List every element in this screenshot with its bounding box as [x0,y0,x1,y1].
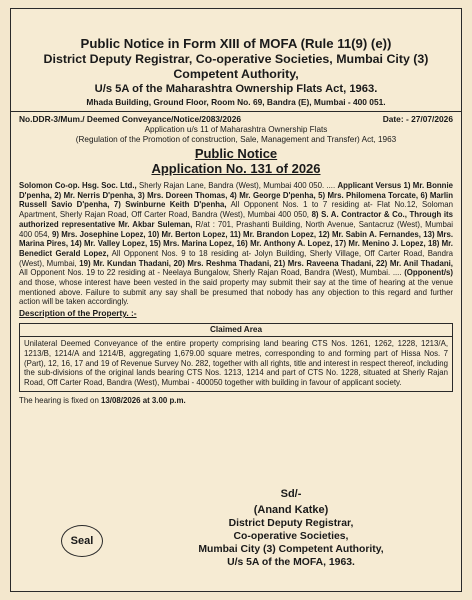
signatory-designation-1: District Deputy Registrar, [228,518,354,529]
signatory [191,487,391,569]
authority-act: U/s 5A of the Maharashtra Ownership Flats Act, 1963. [94,83,378,95]
claimed-area-title: Claimed Area [20,324,452,337]
authority-title: Competent Authority, [173,67,299,81]
applicant-name: Solomon Co-op. Hsg. Soc. Ltd., [19,181,137,190]
notice-closing: and those, whose interest have been vested in the said property may submit their say at the time of hearing at the venue mentioned above. Failure to submit any say shall be presumed that nobody has any objection to this regard and further action will be taken accordingly. [19,278,453,307]
signatory-designation-3: Mumbai City (3) Competent Authority, [198,544,384,555]
notice-body [11,177,461,307]
opponents-group-1: Applicant Versus 1) Mr. Bonnie D'penha, 2) Mr. Nerris D'penha, 3) Mrs. Doreen Thomas, 4) Mr. George D'penha, 5) Mrs. Philomena Torcate, 6) Marlin Russell Savio D'penha, 7) Swinburne Keith D'penha, [19,181,453,210]
applicant-address: Sherly Rajan Lane, Bandra (West), Mumbai 400 050. .... [136,181,338,190]
opponents-group-4: 19) Mr. Kundan Thadani, 20) Mrs. Reshma Thadani, 21) Mrs. Raveena Thadani, 22) Mr. Anil Thadani, [79,258,453,268]
hearing-datetime: 13/08/2026 at 3.00 p.m. [101,395,186,405]
signatory-designation-4: U/s 5A of the MOFA, 1963. [227,557,355,568]
claimed-area-box [19,323,453,392]
opponents-address-4: All Opponent Nos. 19 to 22 residing at - Neelaya Bungalow, Sherly Rajan Road, Bandra (West), Mumbai. .... [19,268,405,278]
authority-name: District Deputy Registrar, Co-operative Societies, Mumbai City (3) [43,52,429,66]
notice-date: Date: - 27/07/2026 [382,114,453,124]
application-act-line: Application u/s 11 of Maharashtra Ownership Flats [144,125,328,134]
seal-stamp [61,525,103,557]
public-notice-page [10,8,462,592]
opponents-group-3: 9) Mrs. Josephine Lopez, 10) Mr. Berton Lopez, 11) Mr. Brandon Lopez, 12) Mr. Sabin A. Fernandes, 13) Mrs. Marina Pires, 14) Mr. Valley Lopez, 15) Mrs. Marina Lopez, 16) Mr. Anthony A. Lopez, 17) Mr. Menino J. Lopez, 18) Mr. Benedict Gerald Lopez, [19,229,453,258]
opponents-address-2: R/at : 701, Prashanti Building, North Avenue, Santacruz (West), Mumbai 400 054, [19,219,453,239]
seal-label: Seal [70,535,94,547]
application-number-title: Application No. 131 of 2026 [151,161,321,176]
hearing-prefix: The hearing is fixed on [19,395,102,405]
hearing-line [11,392,461,406]
opponents-address-1: All Opponent Nos. 1 to 7 residing at- Flat No.12, Soloman Apartment, Sherly Rajan Road, Off Carter Road, Bandra (West), Mumbai 400 050, [19,200,454,220]
property-description-heading: Description of the Property. :- [19,308,137,319]
opponents-label: (Opponent/s) [404,268,453,278]
reference-row [11,112,461,125]
opponents-address-3: All Opponent Nos. 9 to 18 residing at- Jolyn Building, Sherly Village, Off Carter Road, Bandra (West), Mumbai, [19,248,453,268]
signatory-designation-2: Co-operative Societies, [233,531,349,542]
authority-address: Mhada Building, Ground Floor, Room No. 69, Bandra (E), Mumbai - 400 051. [86,97,386,107]
reference-number: No.DDR-3/Mum./ Deemed Conveyance/Notice/2083/2026 [19,114,242,124]
application-act-subline: (Regulation of the Promotion of construction, Sale, Management and Transfer) Act, 1963 [75,135,397,144]
notice-heading: Public Notice in Form XIII of MOFA (Rule 11(9) (e)) [80,36,392,51]
signatory-name: (Anand Katke) [253,504,329,516]
opponents-group-2: 8) S. A. Contractor & Co., Through its authorized representative Mr. Akbar Suleman, [19,210,454,229]
public-notice-title: Public Notice [194,146,278,161]
signed-mark: Sd/- [280,488,302,500]
claimed-area-text: Unilateral Deemed Conveyance of the entire property comprising land bearing CTS Nos. 1261, 1262, 1228, 1213/A, 1213/B, 1214/A and 1214/B, aggregating 1,679.00 square metres, corresponding to and forming part of Hissa Nos. 7 (Part), 12, 16, 17 and 19 of Revenue Survey No. 282, together with all rights, title and interest in respect thereof, including the sub-divisions of the original lands bearing CTS Nos. 1213, 1214 and part of CTS No. 1228, situated at Sherly Rajan Road, Off Carter Road, Bandra (West), Mumbai - 400050 together with building in favour of applicant society. [24,339,448,387]
